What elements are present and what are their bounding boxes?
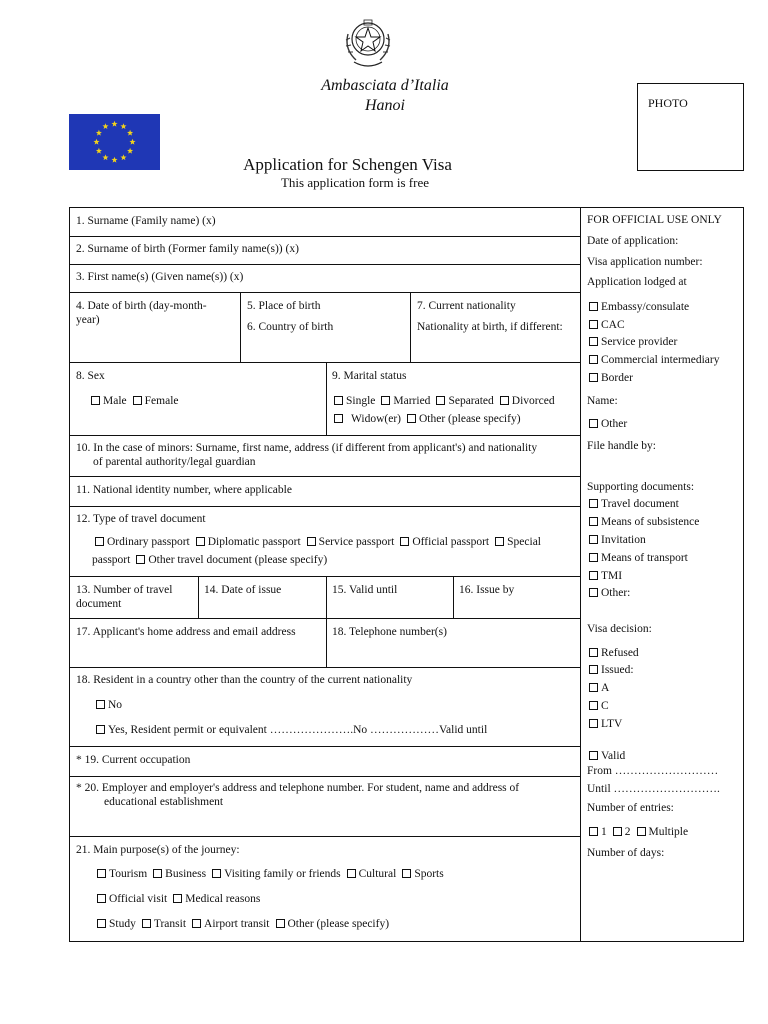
checkbox-ltv[interactable]: [589, 719, 598, 728]
eu-flag-icon: [69, 114, 160, 170]
marital-options-row2: Widow(er) Other (please specify): [334, 413, 521, 427]
embassy-name: Ambasciata d’Italia: [321, 77, 449, 94]
eu-star-icon: [96, 130, 102, 136]
field-surname[interactable]: 1. Surname (Family name) (x): [76, 215, 216, 227]
purpose-options-row2: Official visit Medical reasons: [97, 893, 260, 907]
field-nationality-at-birth[interactable]: Nationality at birth, if different:: [417, 321, 563, 333]
checkbox-lodged-other[interactable]: [589, 419, 598, 428]
field-valid-until[interactable]: 15. Valid until: [332, 584, 398, 596]
checkbox-sports[interactable]: [402, 869, 411, 878]
checkbox-support-travel-doc[interactable]: [589, 499, 598, 508]
checkbox-separated[interactable]: [436, 396, 445, 405]
checkbox-medical[interactable]: [173, 894, 182, 903]
eu-star-icon: [102, 154, 108, 160]
field-telephone[interactable]: 18. Telephone number(s): [332, 626, 447, 638]
official-support-other-option: Other:: [589, 587, 630, 601]
residence-yes-option: Yes, Resident permit or equivalent ………………….No ………………Valid until: [96, 724, 487, 738]
official-file-handle: File handle by:: [587, 440, 656, 452]
checkbox-issued[interactable]: [589, 665, 598, 674]
checkbox-other-travel-doc[interactable]: [136, 555, 145, 564]
field-first-names[interactable]: 3. First name(s) (Given name(s)) (x): [76, 271, 244, 283]
checkbox-border[interactable]: [589, 373, 598, 382]
eu-star-icon: [102, 123, 108, 129]
checkbox-male[interactable]: [91, 396, 100, 405]
residence-no-option: No: [96, 699, 122, 713]
checkbox-embassy[interactable]: [589, 302, 598, 311]
travel-doc-options-row1: Ordinary passport Diplomatic passport Service passport Official passport Special: [95, 536, 541, 550]
checkbox-tourism[interactable]: [97, 869, 106, 878]
checkbox-transport[interactable]: [589, 553, 598, 562]
purpose-options-row3: Study Transit Airport transit Other (please specify): [97, 918, 389, 932]
field-country-of-birth[interactable]: 6. Country of birth: [247, 321, 334, 333]
field-minors-line2: of parental authority/legal guardian: [93, 456, 256, 468]
official-c-option: C: [589, 700, 609, 714]
eu-star-icon: [127, 130, 133, 136]
official-number-of-entries: Number of entries:: [587, 802, 674, 814]
field-sex-label: 8. Sex: [76, 370, 105, 382]
application-form: [69, 207, 744, 942]
checkbox-entries-2[interactable]: [613, 827, 622, 836]
checkbox-special-passport[interactable]: [495, 537, 504, 546]
checkbox-official-passport[interactable]: [400, 537, 409, 546]
official-a-option: A: [589, 682, 609, 696]
eu-star-icon: [120, 154, 126, 160]
checkbox-valid[interactable]: [589, 751, 598, 760]
official-tmi-option: TMI: [589, 570, 622, 584]
checkbox-female[interactable]: [133, 396, 142, 405]
photo-box: [637, 83, 744, 171]
official-until: Until ……………………….: [587, 783, 720, 795]
field-travel-doc-label: 12. Type of travel document: [76, 513, 206, 525]
checkbox-tmi[interactable]: [589, 571, 598, 580]
field-home-address[interactable]: 17. Applicant's home address and email address: [76, 626, 296, 638]
official-embassy-option: Embassy/consulate: [589, 301, 689, 315]
checkbox-visa-a[interactable]: [589, 683, 598, 692]
field-national-id[interactable]: 11. National identity number, where applicable: [76, 484, 292, 496]
checkbox-transit[interactable]: [142, 919, 151, 928]
official-supporting-docs: Supporting documents:: [587, 481, 695, 493]
eu-star-icon: [111, 157, 117, 163]
official-ltv-option: LTV: [589, 718, 622, 732]
official-from: From ………………………: [587, 765, 719, 777]
official-visa-number: Visa application number:: [587, 256, 703, 268]
checkbox-service-passport[interactable]: [307, 537, 316, 546]
marital-options-row1: Single Married Separated Divorced: [334, 395, 555, 409]
official-refused-option: Refused: [589, 647, 639, 661]
field-current-occupation[interactable]: * 19. Current occupation: [76, 754, 191, 766]
official-valid-option: Valid: [589, 750, 625, 764]
official-entries-options: 1 2 Multiple: [589, 826, 688, 840]
checkbox-visa-c[interactable]: [589, 701, 598, 710]
form-title: Application for Schengen Visa: [243, 155, 452, 174]
checkbox-diplomatic-passport[interactable]: [196, 537, 205, 546]
checkbox-divorced[interactable]: [500, 396, 509, 405]
field-residence-label: 18. Resident in a country other than the country of the current nationality: [76, 674, 413, 686]
checkbox-ordinary-passport[interactable]: [95, 537, 104, 546]
official-date-of-application: Date of application:: [587, 235, 679, 247]
field-place-of-birth[interactable]: 5. Place of birth: [247, 300, 321, 312]
checkbox-study[interactable]: [97, 919, 106, 928]
official-issued-option: Issued:: [589, 664, 634, 678]
official-visa-decision: Visa decision:: [587, 623, 652, 635]
official-travel-doc-option: Travel document: [589, 498, 679, 512]
official-border-option: Border: [589, 372, 633, 386]
field-date-of-birth[interactable]: 4. Date of birth (day-month-year): [76, 300, 207, 326]
eu-star-icon: [96, 148, 102, 154]
checkbox-residence-no[interactable]: [96, 700, 105, 709]
photo-label: PHOTO: [648, 96, 688, 110]
checkbox-marital-other[interactable]: [407, 414, 416, 423]
eu-star-icon: [111, 121, 117, 127]
checkbox-cultural[interactable]: [347, 869, 356, 878]
field-current-nationality[interactable]: 7. Current nationality: [417, 300, 516, 312]
field-marital-status-label: 9. Marital status: [332, 370, 407, 382]
checkbox-service-provider[interactable]: [589, 337, 598, 346]
checkbox-entries-1[interactable]: [589, 827, 598, 836]
field-employer-line2: educational establishment: [104, 796, 224, 808]
checkbox-widow[interactable]: [334, 414, 343, 423]
eu-star-icon: [127, 148, 133, 154]
field-travel-doc-number[interactable]: 13. Number of travel document: [76, 584, 173, 610]
checkbox-single[interactable]: [334, 396, 343, 405]
purpose-options-row1: Tourism Business Visiting family or friends Cultural Sports: [97, 868, 444, 882]
checkbox-entries-multiple[interactable]: [637, 827, 646, 836]
checkbox-residence-yes[interactable]: [96, 725, 105, 734]
checkbox-visiting[interactable]: [212, 869, 221, 878]
eu-star-icon: [129, 139, 135, 145]
eu-star-icon: [120, 123, 126, 129]
official-commercial-option: Commercial intermediary: [589, 354, 719, 368]
official-subsistence-option: Means of subsistence: [589, 516, 699, 530]
field-surname-of-birth[interactable]: 2. Surname of birth (Former family name(s)) (x): [76, 243, 299, 255]
eu-star-icon: [93, 139, 99, 145]
field-date-of-issue[interactable]: 14. Date of issue: [204, 584, 282, 596]
official-name: Name:: [587, 395, 618, 407]
official-lodged-at: Application lodged at: [587, 276, 687, 288]
italian-emblem-icon: [338, 14, 398, 72]
checkbox-support-other[interactable]: [589, 588, 598, 597]
official-invitation-option: Invitation: [589, 534, 646, 548]
field-employer-line1[interactable]: * 20. Employer and employer's address and telephone number. For student, name and address of: [76, 782, 520, 794]
field-purpose-label: 21. Main purpose(s) of the journey:: [76, 844, 240, 856]
checkbox-official-visit[interactable]: [97, 894, 106, 903]
checkbox-subsistence[interactable]: [589, 517, 598, 526]
checkbox-married[interactable]: [381, 396, 390, 405]
checkbox-cac[interactable]: [589, 320, 598, 329]
field-minors-line1[interactable]: 10. In the case of minors: Surname, first name, address (if different from applicant's) and nationality: [76, 442, 538, 454]
embassy-city: Hanoi: [365, 97, 405, 114]
travel-doc-options-row2: passport Other travel document (please specify): [92, 554, 328, 566]
official-number-of-days: Number of days:: [587, 847, 665, 859]
official-service-provider-option: Service provider: [589, 336, 677, 350]
official-transport-option: Means of transport: [589, 552, 688, 566]
sex-options: Male Female: [91, 395, 179, 409]
form-subtitle: This application form is free: [280, 175, 429, 190]
checkbox-commercial[interactable]: [589, 355, 598, 364]
checkbox-refused[interactable]: [589, 648, 598, 657]
checkbox-airport-transit[interactable]: [192, 919, 201, 928]
field-issued-by[interactable]: 16. Issue by: [459, 584, 515, 596]
checkbox-invitation[interactable]: [589, 535, 598, 544]
checkbox-business[interactable]: [153, 869, 162, 878]
official-heading: FOR OFFICIAL USE ONLY: [587, 214, 722, 226]
official-other-option: Other: [589, 418, 627, 432]
official-cac-option: CAC: [589, 319, 625, 333]
checkbox-purpose-other[interactable]: [276, 919, 285, 928]
